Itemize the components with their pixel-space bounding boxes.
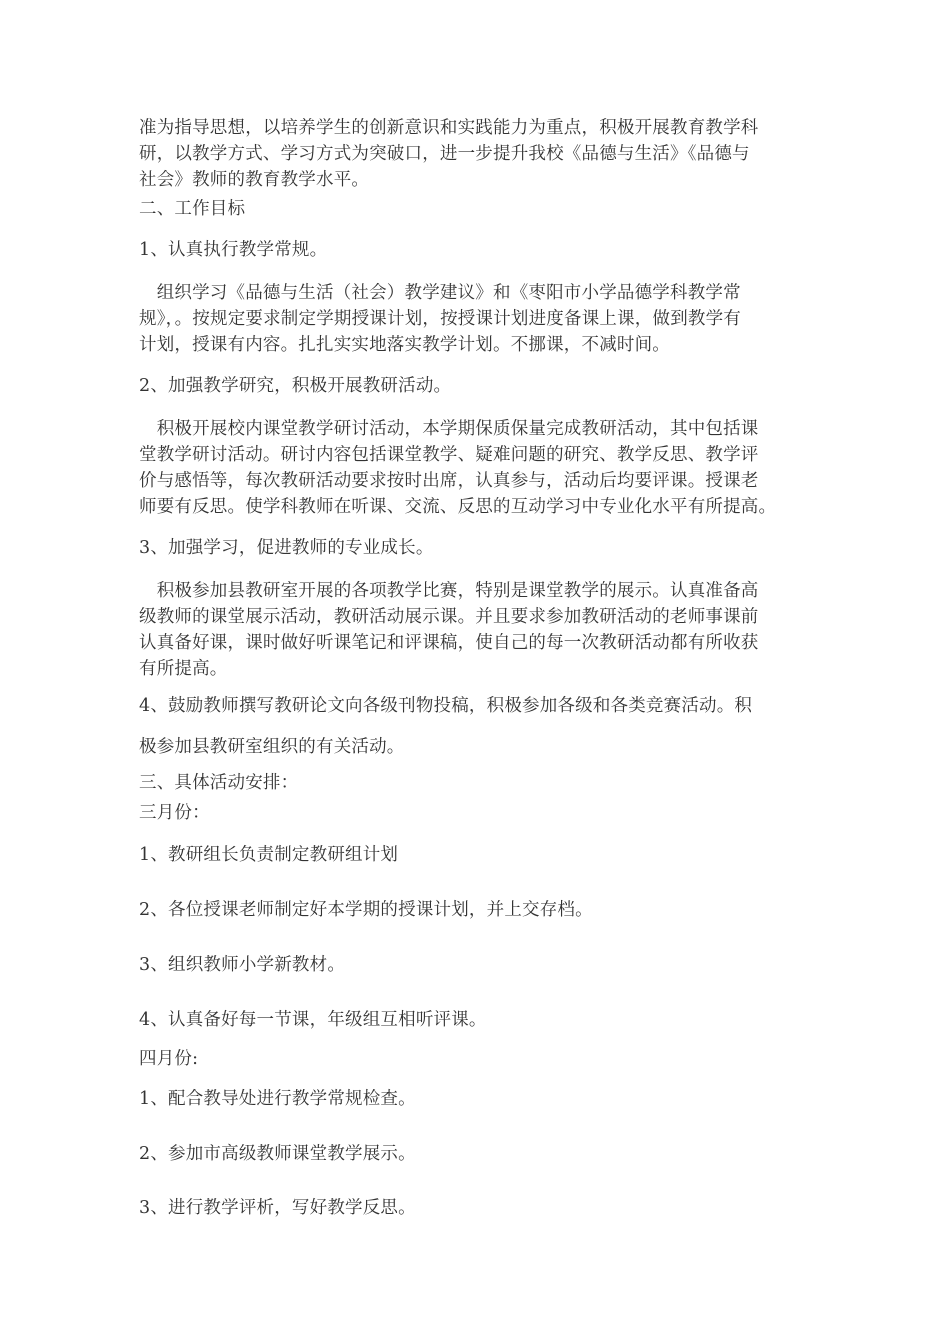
goal-1-title: 1、认真执行教学常规。	[139, 240, 328, 260]
goal-3-body-line-1: 积极参加县教研室开展的各项教学比赛，特别是课堂教学的展示。认真准备高	[139, 581, 759, 601]
goal-2-title: 2、加强教学研究，积极开展教研活动。	[139, 376, 452, 396]
goal-3-title: 3、加强学习，促进教师的专业成长。	[139, 538, 434, 558]
march-item-1: 1、教研组长负责制定教研组计划	[139, 845, 399, 865]
section-heading-goals: 二、工作目标	[139, 199, 246, 219]
section-heading-schedule: 三、具体活动安排：	[139, 773, 299, 793]
goal-1-body-line-3: 计划，授课有内容。扎扎实实地落实教学计划。不挪课，不减时间。	[139, 335, 670, 355]
intro-line-1: 准为指导思想，以培养学生的创新意识和实践能力为重点，积极开展教育教学科	[139, 118, 759, 138]
goal-4-line-2: 极参加县教研室组织的有关活动。	[139, 737, 405, 757]
march-item-3: 3、组织教师小学新教材。	[139, 955, 346, 975]
april-item-3: 3、进行教学评析，写好教学反思。	[139, 1198, 416, 1218]
goal-4-line-1: 4、鼓励教师撰写教研论文向各级刊物投稿，积极参加各级和各类竞赛活动。积	[139, 696, 753, 716]
goal-3-body-line-3: 认真备好课，课时做好听课笔记和评课稿，使自己的每一次教研活动都有所收获	[139, 633, 759, 653]
april-item-2: 2、参加市高级教师课堂教学展示。	[139, 1144, 416, 1164]
april-item-1: 1、配合教导处进行教学常规检查。	[139, 1089, 416, 1109]
goal-2-body-line-4: 师要有反思。使学科教师在听课、交流、反思的互动学习中专业化水平有所提高。	[139, 497, 777, 517]
april-label: 四月份:	[139, 1049, 199, 1069]
goal-1-body-line-2: 规》，。按规定要求制定学期授课计划，按授课计划进度备课上课，做到教学有	[139, 309, 741, 329]
intro-line-3: 社会》教师的教育教学水平。	[139, 170, 370, 190]
march-item-2: 2、各位授课老师制定好本学期的授课计划，并上交存档。	[139, 900, 593, 920]
goal-2-body-line-3: 价与感悟等，每次教研活动要求按时出席，认真参与，活动后均要评课。授课老	[139, 471, 759, 491]
goal-3-body-line-2: 级教师的课堂展示活动，教研活动展示课。并且要求参加教研活动的老师事课前	[139, 607, 759, 627]
goal-2-body-line-2: 堂教学研讨活动。研讨内容包括课堂教学、疑难问题的研究、教学反思、教学评	[139, 445, 759, 465]
goal-3-body-line-4: 有所提高。	[139, 659, 228, 679]
goal-1-body-line-1: 组织学习《品德与生活（社会）教学建议》和《枣阳市小学品德学科教学常	[139, 283, 741, 303]
march-item-4: 4、认真备好每一节课，年级组互相听评课。	[139, 1010, 487, 1030]
march-label: 三月份：	[139, 803, 210, 823]
intro-line-2: 研，以教学方式、学习方式为突破口，进一步提升我校《品德与生活》《品德与	[139, 144, 750, 164]
goal-2-body-line-1: 积极开展校内课堂教学研讨活动，本学期保质保量完成教研活动，其中包括课	[139, 419, 759, 439]
